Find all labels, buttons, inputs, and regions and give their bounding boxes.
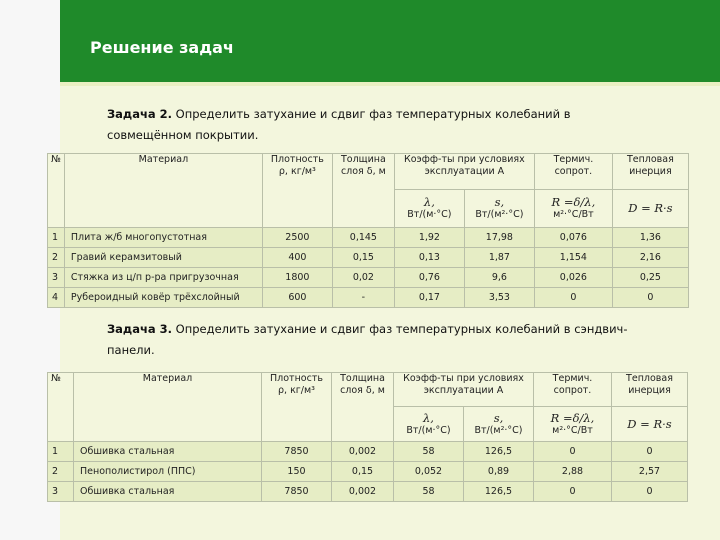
row-s: 9,6 xyxy=(464,268,534,288)
table-row xyxy=(48,228,689,248)
row-inertia: 0 xyxy=(612,442,688,462)
task3-table xyxy=(47,372,688,502)
row-lambda: 0,052 xyxy=(394,462,464,482)
inertia-formula: D = R·s xyxy=(628,201,673,215)
col-header-lambda xyxy=(394,407,464,442)
lambda-symbol: λ, xyxy=(423,195,435,209)
row-inertia: 0,25 xyxy=(612,268,688,288)
row-lambda: 58 xyxy=(394,482,464,502)
col-header-lambda xyxy=(394,190,464,228)
row-material: Рубероидный ковёр трёхслойный xyxy=(64,288,262,308)
task3-statement xyxy=(107,319,628,361)
row-number: 1 xyxy=(48,442,74,462)
row-thickness: 0,15 xyxy=(332,462,394,482)
row-resist: 0 xyxy=(534,442,612,462)
row-lambda: 0,76 xyxy=(394,268,464,288)
col-header-s xyxy=(464,407,534,442)
row-inertia: 1,36 xyxy=(612,228,688,248)
resist-formula: R =δ/λ, xyxy=(551,195,596,209)
row-number: 3 xyxy=(48,482,74,502)
col-header-num: № xyxy=(48,373,74,442)
col-header-material: Материал xyxy=(64,154,262,228)
col-header-num: № xyxy=(48,154,65,228)
col-header-material: Материал xyxy=(74,373,262,442)
row-s: 0,89 xyxy=(464,462,534,482)
row-thickness: 0,002 xyxy=(332,482,394,502)
row-s: 17,98 xyxy=(464,228,534,248)
s-unit: Вт/(м²·°С) xyxy=(475,209,524,220)
row-density: 150 xyxy=(262,462,332,482)
col-header-thickness: Толщина слоя δ, м xyxy=(332,373,394,442)
row-thickness: 0,002 xyxy=(332,442,394,462)
col-header-inertia-formula xyxy=(612,407,688,442)
resist-unit: м²·°С/Вт xyxy=(552,424,593,436)
row-s: 3,53 xyxy=(464,288,534,308)
row-number: 4 xyxy=(48,288,65,308)
task3-label: Задача 3. xyxy=(107,322,173,336)
task2-text-line1: Определить затухание и сдвиг фаз температурных колебаний в xyxy=(172,107,571,121)
page-title: Решение задач xyxy=(90,38,234,57)
s-symbol: s, xyxy=(494,195,505,209)
task2-table xyxy=(47,153,689,308)
row-density: 600 xyxy=(262,288,332,308)
row-inertia: 0 xyxy=(612,288,688,308)
col-header-thickness: Толщина слоя δ, м xyxy=(332,154,394,228)
row-lambda: 0,13 xyxy=(394,248,464,268)
row-density: 7850 xyxy=(262,482,332,502)
col-header-inertia-formula xyxy=(612,190,688,228)
col-header-inertia: Тепловая инерция xyxy=(612,154,688,190)
task2-statement xyxy=(107,104,571,146)
table-row xyxy=(48,288,689,308)
row-inertia: 2,16 xyxy=(612,248,688,268)
col-header-resist-formula xyxy=(534,190,612,228)
row-lambda: 58 xyxy=(394,442,464,462)
col-header-s xyxy=(464,190,534,228)
row-number: 1 xyxy=(48,228,65,248)
col-header-resist: Термич. сопрот. xyxy=(534,154,612,190)
task3-text-line1: Определить затухание и сдвиг фаз температурных колебаний в сэндвич- xyxy=(172,322,628,336)
col-header-coeff: Коэфф-ты при условиях эксплуатации А xyxy=(394,373,534,407)
table-row xyxy=(48,482,688,502)
row-material: Обшивка стальная xyxy=(74,442,262,462)
col-header-resist-formula xyxy=(534,407,612,442)
table-row xyxy=(48,442,688,462)
lambda-unit: Вт/(м·°С) xyxy=(406,424,451,436)
resist-formula: R =δ/λ, xyxy=(550,410,595,425)
col-header-resist: Термич. сопрот. xyxy=(534,373,612,407)
row-resist: 0,026 xyxy=(534,268,612,288)
task2-label: Задача 2. xyxy=(107,107,173,121)
row-thickness: 0,15 xyxy=(332,248,394,268)
table-row xyxy=(48,248,689,268)
resist-unit: м²·°С/Вт xyxy=(553,209,594,220)
task2-text-line2: совмещённом покрытии. xyxy=(107,128,259,142)
col-header-coeff: Коэфф-ты при условиях эксплуатации А xyxy=(394,154,534,190)
col-header-density: Плотность ρ, кг/м³ xyxy=(262,373,332,442)
header-bar xyxy=(60,0,720,86)
row-lambda: 0,17 xyxy=(394,288,464,308)
row-density: 7850 xyxy=(262,442,332,462)
row-density: 1800 xyxy=(262,268,332,288)
row-number: 2 xyxy=(48,462,74,482)
s-unit: Вт/(м²·°С) xyxy=(474,424,523,436)
row-material: Гравий керамзитовый xyxy=(64,248,262,268)
row-resist: 1,154 xyxy=(534,248,612,268)
row-number: 3 xyxy=(48,268,65,288)
task3-text-line2: панели. xyxy=(107,343,155,357)
row-thickness: - xyxy=(332,288,394,308)
row-resist: 0 xyxy=(534,482,612,502)
row-material: Пенополистирол (ППС) xyxy=(74,462,262,482)
row-s: 1,87 xyxy=(464,248,534,268)
lambda-symbol: λ, xyxy=(423,410,434,425)
row-material: Стяжка из ц/п р-ра пригрузочная xyxy=(64,268,262,288)
row-density: 2500 xyxy=(262,228,332,248)
row-material: Плита ж/б многопустотная xyxy=(64,228,262,248)
table-row xyxy=(48,462,688,482)
table-row xyxy=(48,268,689,288)
inertia-formula: D = R·s xyxy=(627,416,672,431)
row-inertia: 0 xyxy=(612,482,688,502)
row-density: 400 xyxy=(262,248,332,268)
row-thickness: 0,145 xyxy=(332,228,394,248)
row-thickness: 0,02 xyxy=(332,268,394,288)
row-number: 2 xyxy=(48,248,65,268)
col-header-density: Плотность ρ, кг/м³ xyxy=(262,154,332,228)
row-material: Обшивка стальная xyxy=(74,482,262,502)
row-s: 126,5 xyxy=(464,482,534,502)
row-inertia: 2,57 xyxy=(612,462,688,482)
row-s: 126,5 xyxy=(464,442,534,462)
row-resist: 2,88 xyxy=(534,462,612,482)
row-resist: 0 xyxy=(534,288,612,308)
lambda-unit: Вт/(м·°С) xyxy=(407,209,452,220)
row-resist: 0,076 xyxy=(534,228,612,248)
s-symbol: s, xyxy=(493,410,504,425)
col-header-inertia: Тепловая инерция xyxy=(612,373,688,407)
row-lambda: 1,92 xyxy=(394,228,464,248)
